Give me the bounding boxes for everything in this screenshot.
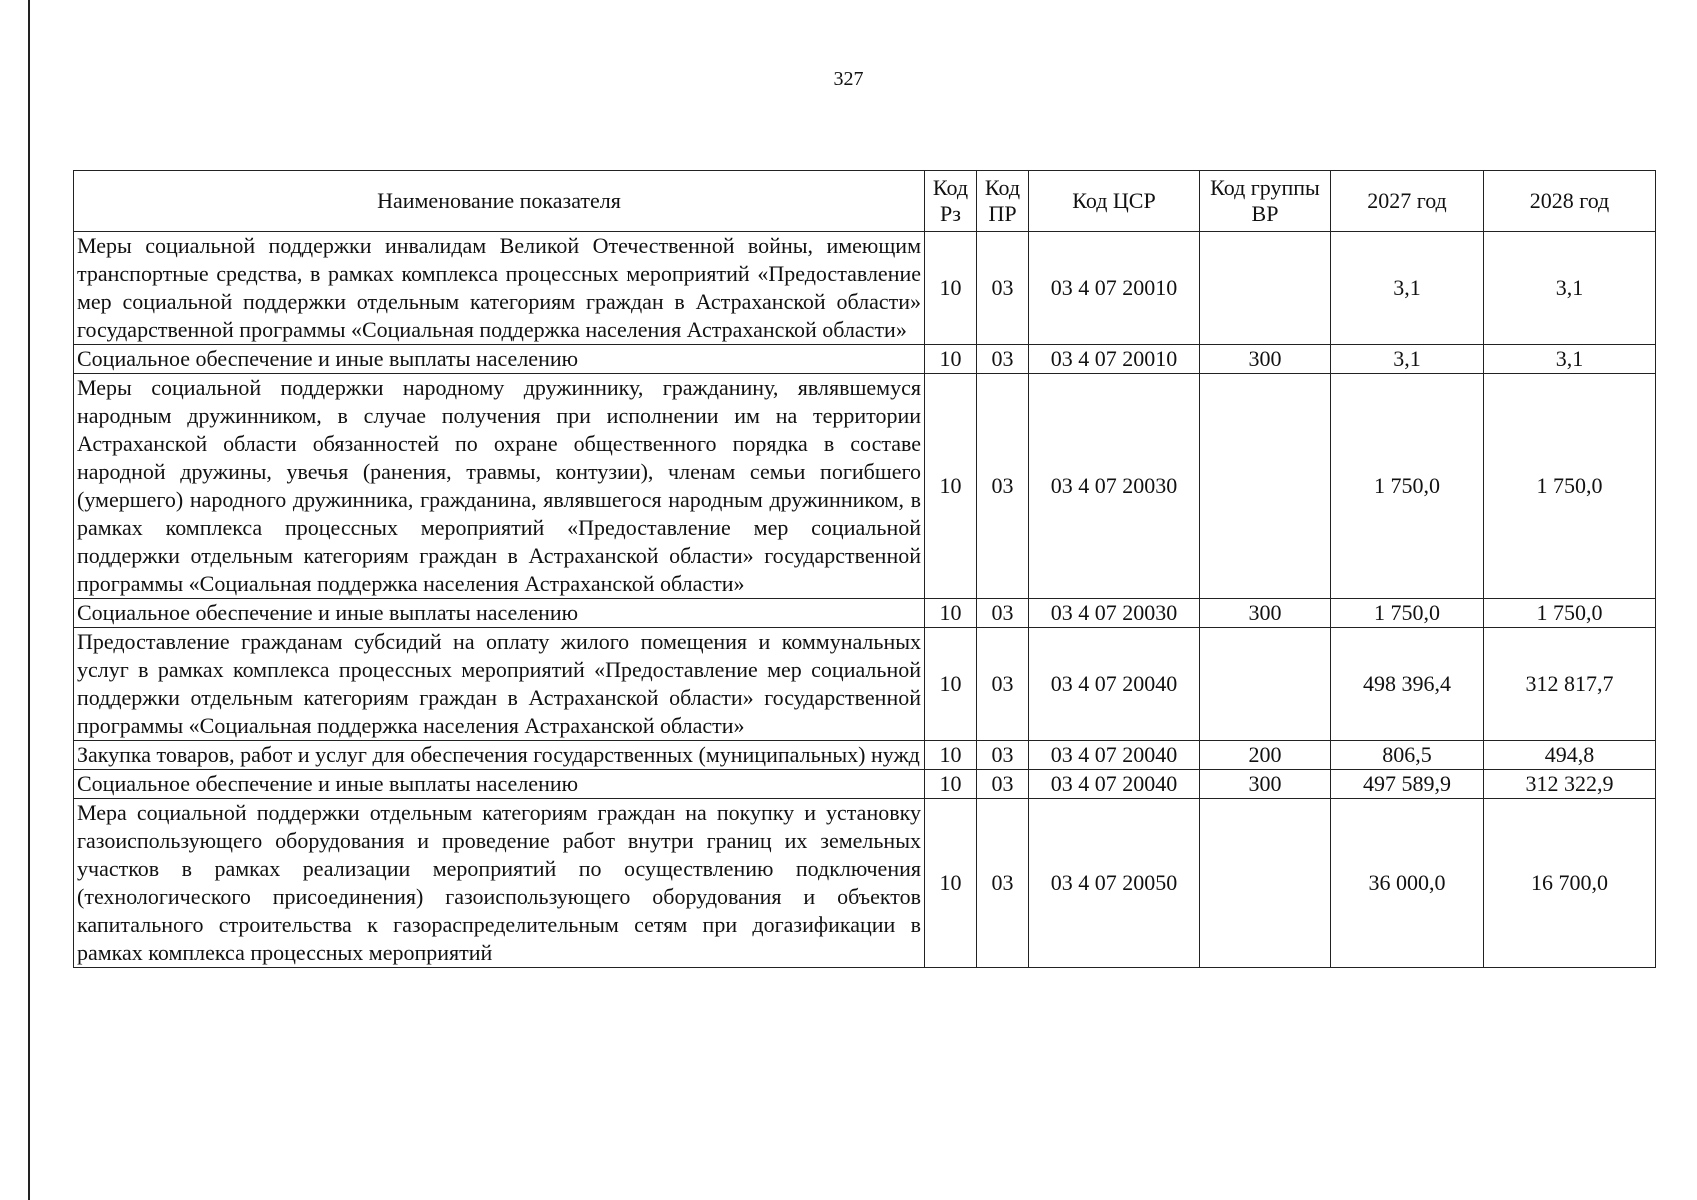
row-pr: 03 xyxy=(977,770,1029,799)
row-vr xyxy=(1200,232,1331,345)
row-rz: 10 xyxy=(925,232,977,345)
header-vr: Код группы ВР xyxy=(1200,171,1331,232)
row-vr xyxy=(1200,799,1331,968)
row-vr: 300 xyxy=(1200,345,1331,374)
row-2027: 3,1 xyxy=(1331,345,1484,374)
row-2028: 3,1 xyxy=(1484,232,1656,345)
row-rz: 10 xyxy=(925,741,977,770)
header-2028: 2028 год xyxy=(1484,171,1656,232)
row-2028: 312 817,7 xyxy=(1484,628,1656,741)
row-rz: 10 xyxy=(925,345,977,374)
header-name: Наименование показателя xyxy=(74,171,925,232)
row-name: Предоставление гражданам субсидий на оплату жилого помещения и коммунальных услуг в рамках комплекса процессных мероприятий «Предоставление мер социальной поддержки отдельным категориям граждан в Астраханской области» государственной программы «Социальная поддержка населения Астраханской области» xyxy=(74,628,925,741)
row-2027: 497 589,9 xyxy=(1331,770,1484,799)
table-row xyxy=(74,345,1656,374)
row-csr: 03 4 07 20010 xyxy=(1029,232,1200,345)
table-header-row xyxy=(74,171,1656,232)
row-2028: 16 700,0 xyxy=(1484,799,1656,968)
row-vr xyxy=(1200,374,1331,599)
row-csr: 03 4 07 20040 xyxy=(1029,741,1200,770)
row-pr: 03 xyxy=(977,374,1029,599)
row-pr: 03 xyxy=(977,628,1029,741)
row-name: Мера социальной поддержки отдельным категориям граждан на покупку и установку газоиспользующего оборудования и проведение работ внутри границ их земельных участков в рамках реализации мероприятий по осуществлению подключения (технологического присоединения) газоиспользующего оборудования и объектов капитального строительства к газораспределительным сетям при догазификации в рамках комплекса процессных мероприятий xyxy=(74,799,925,968)
row-2027: 1 750,0 xyxy=(1331,374,1484,599)
row-name: Социальное обеспечение и иные выплаты населению xyxy=(74,770,925,799)
row-2028: 1 750,0 xyxy=(1484,374,1656,599)
row-name: Закупка товаров, работ и услуг для обеспечения государственных (муниципальных) нужд xyxy=(74,741,925,770)
row-rz: 10 xyxy=(925,799,977,968)
row-vr xyxy=(1200,628,1331,741)
row-vr: 300 xyxy=(1200,770,1331,799)
row-pr: 03 xyxy=(977,345,1029,374)
row-2027: 36 000,0 xyxy=(1331,799,1484,968)
page-margin-rule xyxy=(28,0,30,1200)
row-2027: 1 750,0 xyxy=(1331,599,1484,628)
row-rz: 10 xyxy=(925,628,977,741)
row-rz: 10 xyxy=(925,599,977,628)
table-row xyxy=(74,799,1656,968)
row-2027: 3,1 xyxy=(1331,232,1484,345)
row-csr: 03 4 07 20040 xyxy=(1029,628,1200,741)
row-vr: 200 xyxy=(1200,741,1331,770)
row-rz: 10 xyxy=(925,374,977,599)
row-pr: 03 xyxy=(977,599,1029,628)
row-2027: 806,5 xyxy=(1331,741,1484,770)
row-2028: 494,8 xyxy=(1484,741,1656,770)
row-rz: 10 xyxy=(925,770,977,799)
row-vr: 300 xyxy=(1200,599,1331,628)
table-row xyxy=(74,232,1656,345)
row-2027: 498 396,4 xyxy=(1331,628,1484,741)
row-name: Социальное обеспечение и иные выплаты населению xyxy=(74,599,925,628)
row-csr: 03 4 07 20040 xyxy=(1029,770,1200,799)
header-csr: Код ЦСР xyxy=(1029,171,1200,232)
row-name: Социальное обеспечение и иные выплаты населению xyxy=(74,345,925,374)
page-number: 327 xyxy=(833,68,864,90)
budget-table xyxy=(73,170,1656,968)
table-row xyxy=(74,628,1656,741)
row-2028: 3,1 xyxy=(1484,345,1656,374)
header-rz: Код Рз xyxy=(925,171,977,232)
header-2027: 2027 год xyxy=(1331,171,1484,232)
row-csr: 03 4 07 20030 xyxy=(1029,374,1200,599)
row-name: Меры социальной поддержки народному дружиннику, гражданину, являвшемуся народным дружинником, в случае получения при исполнении им на территории Астраханской области обязанностей по охране общественного порядка в составе народной дружины, увечья (ранения, травмы, контузии), членам семьи погибшего (умершего) народного дружинника, гражданина, являвшегося народным дружинником, в рамках комплекса процессных мероприятий «Предоставление мер социальной поддержки отдельным категориям граждан в Астраханской области» государственной программы «Социальная поддержка населения Астраханской области» xyxy=(74,374,925,599)
row-pr: 03 xyxy=(977,799,1029,968)
row-name: Меры социальной поддержки инвалидам Великой Отечественной войны, имеющим транспортные средства, в рамках комплекса процессных мероприятий «Предоставление мер социальной поддержки отдельным категориям граждан в Астраханской области» государственной программы «Социальная поддержка населения Астраханской области» xyxy=(74,232,925,345)
row-pr: 03 xyxy=(977,741,1029,770)
row-2028: 1 750,0 xyxy=(1484,599,1656,628)
row-csr: 03 4 07 20030 xyxy=(1029,599,1200,628)
table-row xyxy=(74,741,1656,770)
row-pr: 03 xyxy=(977,232,1029,345)
table-row xyxy=(74,374,1656,599)
table-row xyxy=(74,599,1656,628)
row-csr: 03 4 07 20050 xyxy=(1029,799,1200,968)
row-csr: 03 4 07 20010 xyxy=(1029,345,1200,374)
table-row xyxy=(74,770,1656,799)
row-2028: 312 322,9 xyxy=(1484,770,1656,799)
header-pr: Код ПР xyxy=(977,171,1029,232)
